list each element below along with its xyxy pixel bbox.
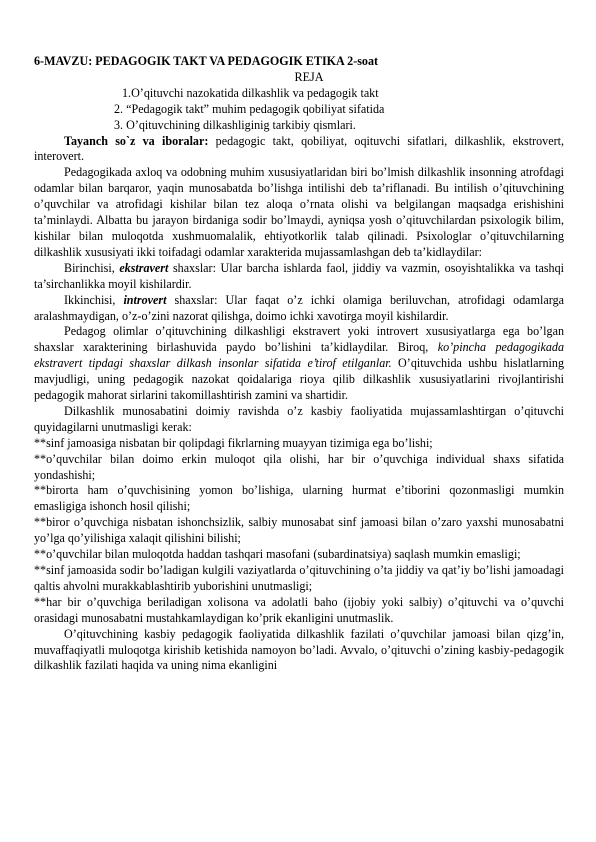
plan-item: 3. O’qituvchining dilkashliginig tarkibiy qismlari. [114,117,356,132]
text-run: Pedagog olimlar o’qituvchining dilkashligi ekstravert yoki introvert xususiyatlarga ega bo’lgan shaxslar xarakterining birlashuvida paydo bo’lishini ta’kidlaydilar. Biroq, [34,324,564,355]
list-item: **sinf jamoasida sodir bo’ladigan kulgili vaziyatlarda o’qituvchining o’ta jiddiy va qat’iy bo’lishi jamoadagi qaltis ahvolni murakkablashtirib yuborishini unutmasligi; [34,563,564,593]
paragraph: Pedagogikada axloq va odobning muhim xususiyatlaridan biri bo’lmish dilkashlik insonning atrofdagi odamlar bilan barqaror, yaqin munosabatda bo’lishga intilishi deb ta’riflanadi. Bu intilish o’qituvchining o’quvchilar va atrofidagi kishilar bilan tez aloqa o’rnata olishi va belgilangan maqsadga erishishini ta’minlaydi. Albatta bu jarayon birdaniga sodir bo’lmaydi, ayniqsa yosh o’qituvchilardan psixologik bilim, kishilar bilan muloqotda xushmuomalalik, ehtiyotkorlik talab qilinadi. Psixologlar o’qituvchilarning dilkashlik xususiyati ikki toifadagi odamlar xarakterida mujassamlashgan deb ta’kidlaydilar: [34,165,564,259]
paragraph [34,293,564,325]
keywords-paragraph [34,134,564,166]
list-item: **o’quvchilar bilan muloqotda haddan tashqari masofani (subardinatsiya) saqlash mumkin emasligi; [34,547,521,562]
list-item: **biror o’quvchiga nisbatan ishonchsizlik, salbiy munosabat sinf jamoasi bilan o’zaro yaxshi munosabatni yo’lga qo’yilishiga xalaqit qilishini bilishi; [34,515,564,546]
text-run: shaxslar: Ular faqat o’z ichki olamiga beriluvchan, atrofidagi odamlarga aralashmaydigan, o’z-o’zini nazorat qilishga, doimo ichki xavotirga moyil kishilardir. [34,292,564,323]
plan-item: 2. “Pedagogik takt” muhim pedagogik qobiliyat sifatida [114,101,385,116]
paragraph: O’qituvchining kasbiy pedagogik faoliyatida dilkashlik fazilati o’quvchilar jamoasi bilan qizg’in, muvaffaqiyatli muloqotga kirishib ketishida namoyon bo’ladi. Avvalo, o’qituvchi o’zining kasbiy-pedagogik dilkashlik fazilati haqida va uning nima ekanligini [34,626,564,673]
plan-list [34,86,564,134]
term-introvert: introvert [123,292,167,307]
paragraph: Dilkashlik munosabatini doimiy ravishda o’z kasbiy faoliyatida mujassamlashtirgan o’qituvchi quyidagilarni unutmasligi kerak: [34,403,564,434]
plan-item: 1.O’qituvchi nazokatida dilkashlik va pedagogik takt [122,85,379,100]
paragraph [34,324,564,404]
paragraph [34,261,564,293]
italic-emphasis: ko’pincha pedagogikada ekstravert tipdagi shaxslar dilkash insonlar sifatida e’tirof etilganlar. [34,340,564,371]
document-page [34,54,564,674]
page-title: 6-MAVZU: PEDAGOGIK TAKT VA PEDAGOGIK ETIKA 2-soat [34,54,379,68]
term-extravert: ekstravert [119,260,169,275]
text-run: Birinchisi, [64,260,120,275]
list-item: **o’quvchilar bilan doimo erkin muloqot qila olishi, har bir o’quvchiga individual shaxs sifatida yondashishi; [34,451,564,482]
text-run: Ikkinchisi, [64,292,124,307]
list-item: **birorta ham o’quvchisining yomon bo’lishiga, ularning hurmat e’tiborini qozonmasligi mumkin emasligiga ishonch hosil qilishi; [34,483,564,514]
text-run: shaxslar: Ular barcha ishlarda faol, jiddiy va vazmin, osoyishtalikka va tashqi ta’sirchanlikka moyil kishilardir. [34,260,565,291]
keywords-label: Tayanch so`z va iboralar: [64,133,209,148]
list-item: **har bir o’quvchiga beriladigan xolisona va adolatli baho (ijobiy yoki salbiy) o’qituvchi va o’quvchi orasidagi munosabatni mustahkamlaydigan ko’prik ekanligini unutmaslik. [34,594,564,625]
list-item: **sinf jamoasiga nisbatan bir qolipdagi fikrlarning muayyan tizimiga ega bo’lishi; [34,435,433,450]
keywords-text: pedagogic takt, qobiliyat, oqituvchi sifatlari, dilkashlik, ekstrovert, interovert. [34,133,564,164]
plan-heading: REJA [294,69,324,84]
text-run: O’qituvchida ushbu hislatlarning mavjudligi, uning pedagogik nazokat qoidalariga rioya qilib dilkashlik xususiyatlarini rivojlantirishi pedagogik mahorat sirlarini takomillashtirish zamini va shartidir. [34,356,564,403]
